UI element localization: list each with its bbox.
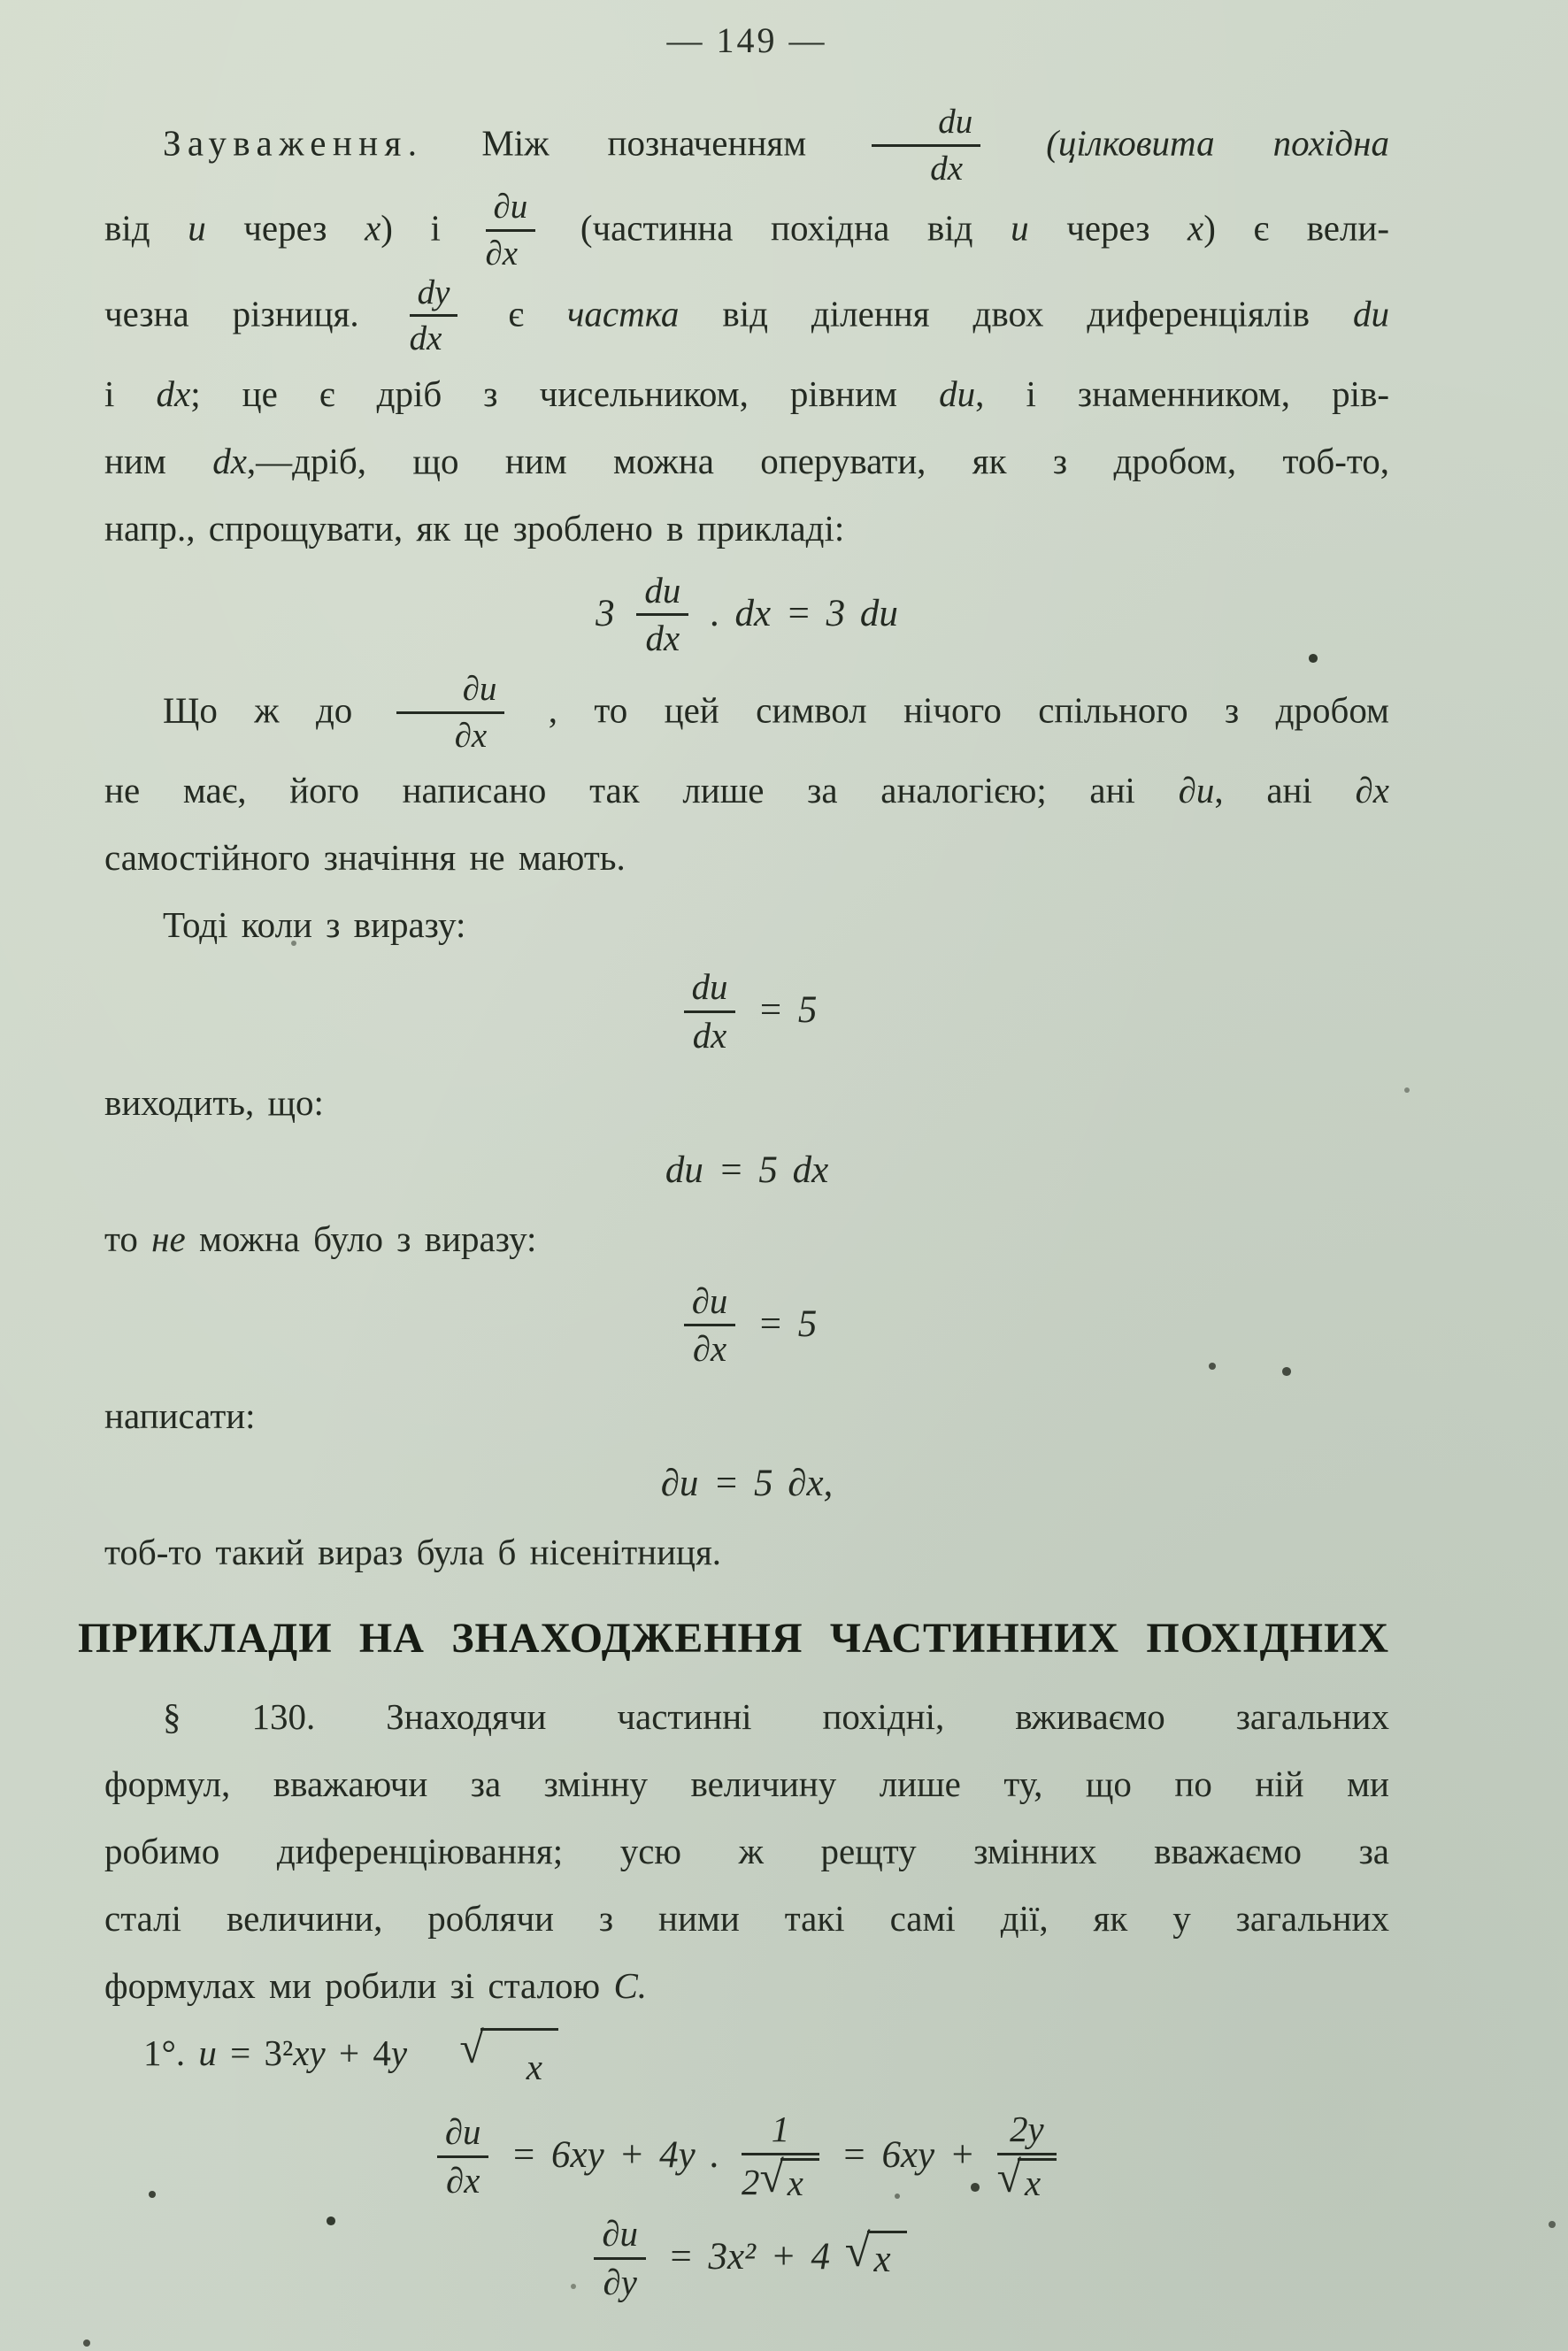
paper-specks (0, 0, 4, 4)
text-segment: від ділення двох диференціялів (679, 293, 1353, 334)
square-root: √ x (420, 2028, 558, 2101)
paragraph-line (104, 189, 1389, 274)
text-segment: 1 (771, 2109, 790, 2149)
text-segment: Зауваження. (163, 122, 424, 164)
text-segment: не має, його написано так лише за аналогією; ані (104, 770, 1179, 811)
square-root: √ x (759, 2158, 819, 2204)
fraction: $\frac{\partial u}{\partial x}$ (684, 1281, 736, 1370)
section-heading: ПРИКЛАДИ НА ЗНАХОДЖЕННЯ ЧАСТИННИХ ПОХІДНИХ (78, 1614, 1389, 1662)
paragraph-line (104, 427, 1389, 495)
text-segment: , і знаменником, рів- (975, 373, 1389, 414)
text-segment: , ані (1214, 770, 1356, 811)
lead-in-line (104, 1069, 1389, 1136)
text-segment: = 3² (216, 2032, 294, 2073)
text-segment: = 5 (742, 989, 818, 1032)
text-segment: ,—дріб, що ним можна оперувати, як з дробом, тоб-то, (246, 440, 1389, 481)
text-segment: 2 (742, 2162, 760, 2202)
lead-in-line (104, 1205, 1389, 1272)
text-segment: 1°. (143, 2032, 199, 2073)
text-segment: напр., спрощувати, як це зроблено в прикладі: (104, 507, 845, 549)
fraction: $\frac{du}{dx}$ (872, 103, 980, 188)
square-root: √ x (845, 2231, 907, 2284)
fraction: $\frac{dy}{dx}$ (410, 273, 458, 358)
display-formula-partial-y-result (104, 2216, 1389, 2304)
text-segment: не (151, 1218, 186, 1259)
lead-in-line (104, 1382, 1389, 1449)
text-segment: ∂u = 5 ∂x, (660, 1463, 834, 1505)
text-segment: u (198, 2032, 217, 2073)
text-segment: 3 (596, 592, 630, 634)
paragraph-line (104, 1750, 1389, 1817)
paragraph-line (104, 360, 1389, 427)
text-segment: через (205, 207, 365, 249)
fraction: $\frac{\partial u}{\partial y}$ (594, 2214, 646, 2302)
paragraph-line (104, 1683, 1389, 1750)
symbol-paragraph (104, 672, 1389, 891)
text-segment: ) є вели- (1203, 207, 1389, 249)
text-segment: можна було з виразу: (185, 1218, 537, 1259)
text-segment: чезна різниця. (104, 293, 403, 334)
text-segment: формулах ми робили зі сталою (104, 1964, 614, 2006)
text-segment: є (465, 293, 567, 334)
paragraph-line (104, 1817, 1389, 1885)
fraction: $\frac{du}{dx}$ (684, 967, 736, 1056)
fraction: $\frac{\partial u}{\partial x}$ (396, 670, 505, 755)
text-segment: від (104, 207, 188, 249)
paragraph-line (104, 104, 1389, 189)
example-1-definition (104, 2019, 1389, 2101)
text-segment: ∂x (1355, 770, 1389, 811)
text-segment: Тоді коли з виразу: (163, 904, 466, 946)
paragraph-line (104, 824, 1389, 891)
page-number: — 149 — (666, 20, 827, 60)
paragraph-line (104, 1952, 1389, 2019)
text-segment: то (104, 1218, 152, 1259)
text-segment: = 3x² + 4 (652, 2236, 845, 2278)
paragraph-line (104, 672, 1389, 757)
display-formula-pdu-5pdx (104, 1460, 1389, 1508)
text-segment: x (1188, 207, 1204, 249)
display-formula-du-5dx (104, 1147, 1389, 1195)
text-segment: = 6xy + (826, 2134, 990, 2177)
display-formula-dudx-5 (104, 969, 1389, 1057)
text-segment: x (365, 207, 381, 249)
remark-paragraph (104, 104, 1389, 562)
fraction: $\frac{\partial u}{\partial x}$ (437, 2112, 489, 2201)
text-segment: u (1011, 207, 1029, 249)
paragraph-line (104, 757, 1389, 824)
fraction (997, 2109, 1057, 2203)
square-root: √ x (997, 2158, 1057, 2204)
conclusion-line (104, 1518, 1389, 1586)
text-segment: § 130. Знаходячи частинні похідні, вживаємо загальних (163, 1695, 1389, 1737)
text-segment: du = 5 dx (665, 1149, 829, 1191)
text-segment: = 6xy + 4y . (496, 2134, 735, 2177)
text-segment: = 5 (742, 1302, 818, 1345)
text-segment: 2y (1010, 2109, 1044, 2149)
text-segment: ним (104, 440, 213, 481)
text-segment: через (1028, 207, 1188, 249)
text-segment: ; це є дріб з чисельником, рівним (190, 373, 940, 414)
text-segment: (цілковита похідна (1046, 122, 1390, 164)
display-formula-pdupdx-5 (104, 1280, 1389, 1371)
fraction: $\frac{\partial u}{\partial x}$ (486, 188, 536, 273)
paragraph-line (104, 495, 1389, 562)
text-segment: (частинна похідна від (542, 207, 1011, 249)
text-segment: Що ж до (163, 689, 389, 731)
text-segment: ∂u (1178, 770, 1215, 811)
text-segment: u (188, 207, 206, 249)
text-segment: тоб-то такий вираз була б нісенітниця. (104, 1531, 722, 1572)
text-segment: . dx = 3 du (696, 592, 898, 634)
text-segment (988, 123, 1046, 164)
text-segment: , то цей символ нічого спільного з дробом (511, 689, 1389, 731)
text-segment: dx (212, 440, 247, 481)
text-segment: y (390, 2032, 421, 2073)
text-segment: формул, вважаючи за змінну величину лише ту, що по ній ми (104, 1763, 1389, 1804)
fraction: $\frac{du}{dx}$ (636, 571, 688, 659)
text-segment: dx (156, 373, 191, 414)
text-segment: частка (566, 293, 680, 334)
text-segment: робимо диференціювання; усю ж рещту змінних вважаємо за (104, 1830, 1389, 1871)
paragraph-line (104, 275, 1389, 360)
text-segment: du (939, 373, 976, 414)
fraction (742, 2109, 819, 2203)
text-segment: і (104, 373, 157, 414)
text-segment: Між позначенням (423, 122, 865, 164)
text-segment: xy (293, 2032, 326, 2073)
text-segment: написати: (104, 1395, 256, 1437)
section-130-paragraph (104, 1683, 1389, 2019)
text-segment: виходить, що: (104, 1081, 324, 1123)
text-segment: самостійного значіння не мають. (104, 837, 626, 879)
text-segment: C. (613, 1964, 648, 2006)
lead-in-line (104, 891, 1389, 958)
display-formula-3dudx (104, 572, 1389, 661)
text-segment: сталі величини, роблячи з ними такі самі дії, як у загальних (104, 1897, 1389, 1939)
text-segment: ) і (380, 207, 479, 249)
page-content (78, 19, 1390, 2316)
text-segment: + 4 (325, 2032, 391, 2073)
display-formula-partial-x-result (104, 2111, 1389, 2205)
text-segment: du (1352, 293, 1389, 334)
paragraph-line (104, 1885, 1389, 1952)
